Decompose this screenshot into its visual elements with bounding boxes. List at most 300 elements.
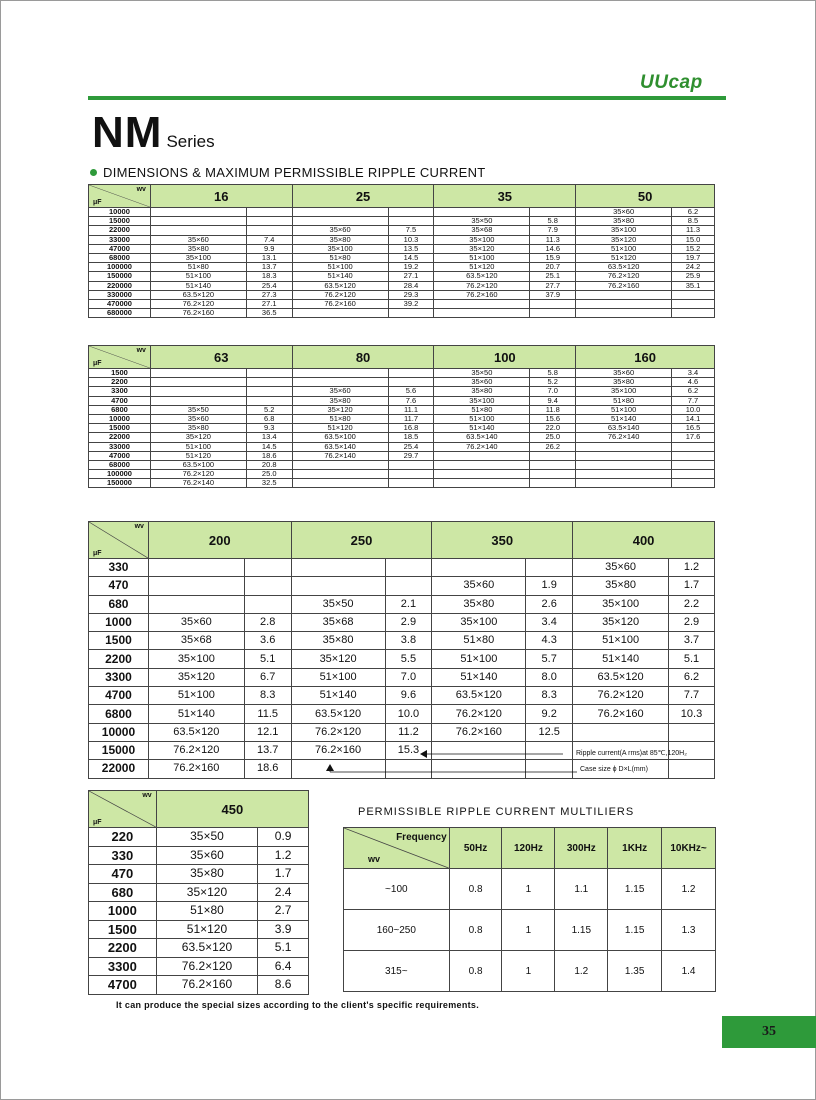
ripple-cell: 3.6: [244, 632, 291, 650]
ripple-cell: 7.5: [388, 226, 434, 235]
ripple-cell: 8.3: [526, 687, 573, 705]
ripple-cell: 1.2: [669, 559, 715, 577]
table-header-row: [344, 828, 716, 869]
case-size-cell: 51×100: [573, 632, 669, 650]
case-size-cell: 51×120: [150, 451, 246, 460]
ripple-cell: [244, 559, 291, 577]
case-size-cell: 35×50: [434, 217, 530, 226]
case-size-cell: 35×60: [156, 846, 258, 865]
ripple-cell: 25.4: [388, 442, 434, 451]
case-size-cell: 76.2×160: [432, 723, 526, 741]
case-size-cell: 51×100: [150, 272, 246, 281]
voltage-header: 100: [434, 346, 576, 369]
case-size-cell: [150, 208, 246, 217]
ripple-cell: [388, 470, 434, 479]
table-row: [89, 920, 309, 939]
table-row: [89, 451, 715, 460]
case-size-cell: 76.2×120: [291, 723, 385, 741]
case-size-cell: 51×100: [576, 405, 672, 414]
uf-label: μF: [93, 360, 102, 367]
ripple-cell: 3.9: [258, 920, 309, 939]
ripple-cell: 8.3: [244, 687, 291, 705]
case-size-cell: 76.2×120: [576, 272, 672, 281]
table-row: [89, 309, 715, 318]
case-size-cell: 35×120: [291, 650, 385, 668]
case-size-cell: 35×100: [576, 387, 672, 396]
capacitance-cell: 220000: [89, 281, 151, 290]
case-size-cell: 51×120: [156, 920, 258, 939]
ripple-cell: 10.3: [388, 235, 434, 244]
case-size-cell: 76.2×120: [148, 741, 244, 759]
wv-label: wv: [136, 347, 146, 354]
ripple-cell: [385, 559, 432, 577]
ripple-cell: 22.0: [530, 424, 576, 433]
multiplier-cell: 1.4: [662, 951, 716, 992]
ripple-arrow-icon: [418, 748, 568, 760]
case-size-cell: [434, 479, 530, 488]
capacitance-cell: 22000: [89, 433, 151, 442]
ripple-cell: 5.1: [669, 650, 715, 668]
wv-range-cell: 160~250: [344, 910, 450, 951]
capacitance-cell: 47000: [89, 451, 151, 460]
case-size-cell: 51×100: [432, 650, 526, 668]
table-row: [89, 687, 715, 705]
ripple-cell: 14.5: [246, 442, 292, 451]
case-size-cell: 63.5×120: [148, 723, 244, 741]
case-size-cell: [576, 470, 672, 479]
uf-label: μF: [93, 550, 102, 557]
ripple-cell: [530, 460, 576, 469]
multiplier-cell: 1.35: [608, 951, 662, 992]
ripple-cell: 3.7: [669, 632, 715, 650]
case-size-cell: 35×80: [150, 244, 246, 253]
case-size-cell: 35×60: [150, 235, 246, 244]
ripple-cell: [530, 479, 576, 488]
capacitance-cell: 3300: [89, 668, 149, 686]
case-size-cell: 76.2×140: [576, 433, 672, 442]
table-row: [89, 433, 715, 442]
table-row: [89, 281, 715, 290]
multiplier-title: PERMISSIBLE RIPPLE CURRENT MULTILIERS: [358, 806, 635, 818]
ripple-cell: 36.5: [246, 309, 292, 318]
ripple-cell: 6.2: [672, 208, 715, 217]
table-row: [89, 883, 309, 902]
ripple-cell: 2.7: [258, 902, 309, 921]
case-size-cell: 51×120: [576, 253, 672, 262]
voltage-header: 450: [156, 791, 308, 828]
voltage-header: 50: [576, 185, 715, 208]
case-size-cell: 63.5×100: [150, 460, 246, 469]
table-row: [89, 387, 715, 396]
ripple-cell: 19.7: [672, 253, 715, 262]
ripple-cell: [246, 369, 292, 378]
header-rule: [88, 96, 726, 100]
ripple-cell: [672, 442, 715, 451]
ripple-cell: 12.1: [244, 723, 291, 741]
case-size-cell: 35×120: [573, 613, 669, 631]
capacitance-cell: 4700: [89, 396, 151, 405]
case-size-cell: 35×60: [148, 613, 244, 631]
ripple-cell: 6.2: [669, 668, 715, 686]
table-row: [89, 846, 309, 865]
case-size-cell: 35×60: [292, 226, 388, 235]
case-size-cell: 51×100: [434, 253, 530, 262]
case-size-cell: 63.5×120: [292, 281, 388, 290]
case-size-cell: [292, 309, 388, 318]
page-title: [92, 108, 215, 158]
case-size-cell: [292, 470, 388, 479]
case-size-cell: 63.5×120: [156, 939, 258, 958]
case-size-cell: 76.2×160: [434, 290, 530, 299]
multiplier-cell: 0.8: [449, 910, 502, 951]
uf-label: μF: [93, 199, 102, 206]
ripple-cell: 8.6: [258, 976, 309, 995]
ripple-cell: 18.5: [388, 433, 434, 442]
wv-label: wv: [136, 186, 146, 193]
case-size-cell: 51×120: [292, 424, 388, 433]
case-size-cell: 76.2×140: [150, 479, 246, 488]
ripple-cell: 5.2: [246, 405, 292, 414]
ripple-cell: [246, 378, 292, 387]
capacitance-cell: 1500: [89, 632, 149, 650]
ripple-cell: [244, 577, 291, 595]
ripple-cell: [530, 451, 576, 460]
ripple-cell: [672, 451, 715, 460]
dimension-table-63-160v: [88, 345, 715, 488]
multiplier-cell: 1.2: [555, 951, 608, 992]
ripple-cell: 3.8: [385, 632, 432, 650]
case-size-cell: 35×100: [573, 595, 669, 613]
case-size-cell: 76.2×160: [576, 281, 672, 290]
case-size-cell: 35×60: [576, 369, 672, 378]
capacitance-cell: 3300: [89, 957, 157, 976]
multiplier-cell: 1.15: [555, 910, 608, 951]
ripple-cell: 25.0: [530, 433, 576, 442]
capacitance-cell: 470: [89, 577, 149, 595]
wv-label: wv: [134, 523, 144, 530]
case-size-cell: 76.2×160: [156, 976, 258, 995]
case-size-cell: 35×80: [156, 865, 258, 884]
ripple-cell: 8.5: [672, 217, 715, 226]
voltage-header: 250: [291, 522, 432, 559]
ripple-cell: 10.3: [669, 705, 715, 723]
case-size-cell: 51×100: [292, 263, 388, 272]
case-size-cell: 63.5×120: [150, 290, 246, 299]
ripple-cell: 37.9: [530, 290, 576, 299]
capacitance-cell: 6800: [89, 405, 151, 414]
voltage-header: 160: [576, 346, 715, 369]
case-size-cell: 63.5×140: [292, 442, 388, 451]
ripple-cell: [672, 299, 715, 308]
case-size-cell: 35×80: [150, 424, 246, 433]
table-row: [89, 226, 715, 235]
frequency-corner-cell: [344, 828, 450, 869]
case-size-cell: 51×140: [573, 650, 669, 668]
ripple-cell: 24.2: [672, 263, 715, 272]
case-annotation-text: Case size ϕ D×L(mm): [580, 766, 648, 773]
case-size-cell: 35×80: [576, 378, 672, 387]
series-name: NM: [92, 108, 163, 157]
ripple-cell: 20.8: [246, 460, 292, 469]
case-size-cell: 35×80: [292, 396, 388, 405]
case-arrow-icon: [322, 762, 582, 776]
capacitance-cell: 15000: [89, 217, 151, 226]
ripple-cell: 25.1: [530, 272, 576, 281]
ripple-cell: 27.1: [388, 272, 434, 281]
ripple-cell: 15.0: [672, 235, 715, 244]
ripple-cell: [385, 577, 432, 595]
case-size-cell: 51×140: [291, 687, 385, 705]
wv-range-cell: ~100: [344, 869, 450, 910]
ripple-cell: 18.3: [246, 272, 292, 281]
dimension-table-450v: [88, 790, 309, 995]
ripple-cell: 11.3: [530, 235, 576, 244]
ripple-cell: 6.2: [672, 387, 715, 396]
table-row: [89, 957, 309, 976]
ripple-cell: 7.7: [672, 396, 715, 405]
ripple-cell: 12.5: [526, 723, 573, 741]
case-size-cell: 76.2×120: [150, 470, 246, 479]
ripple-cell: [388, 208, 434, 217]
section-title: [90, 165, 486, 180]
case-size-cell: [291, 559, 385, 577]
case-size-cell: 76.2×120: [156, 957, 258, 976]
multiplier-cell: 1.15: [608, 910, 662, 951]
ripple-cell: 9.6: [385, 687, 432, 705]
case-size-cell: 76.2×160: [291, 741, 385, 759]
case-size-cell: 35×68: [434, 226, 530, 235]
ripple-cell: 1.7: [669, 577, 715, 595]
ripple-cell: [388, 369, 434, 378]
table-row: [89, 290, 715, 299]
table-row: [89, 559, 715, 577]
case-size-cell: 51×140: [576, 414, 672, 423]
ripple-cell: 11.5: [244, 705, 291, 723]
ripple-cell: 5.5: [385, 650, 432, 668]
ripple-cell: [672, 479, 715, 488]
header-corner-cell: [89, 346, 151, 369]
case-size-cell: 51×80: [432, 632, 526, 650]
ripple-cell: 4.6: [672, 378, 715, 387]
case-size-cell: 35×80: [292, 235, 388, 244]
ripple-cell: 13.7: [246, 263, 292, 272]
ripple-cell: 15.9: [530, 253, 576, 262]
case-size-cell: 63.5×120: [291, 705, 385, 723]
ripple-cell: 3.4: [526, 613, 573, 631]
ripple-cell: 9.4: [530, 396, 576, 405]
ripple-cell: 9.2: [526, 705, 573, 723]
table-row: [89, 577, 715, 595]
ripple-cell: 13.7: [244, 741, 291, 759]
capacitance-cell: 100000: [89, 470, 151, 479]
capacitance-cell: 470000: [89, 299, 151, 308]
frequency-header: 120Hz: [502, 828, 555, 869]
ripple-cell: 32.5: [246, 479, 292, 488]
ripple-cell: 1.7: [258, 865, 309, 884]
case-size-cell: 35×100: [292, 244, 388, 253]
table-row: [89, 650, 715, 668]
ripple-cell: [246, 208, 292, 217]
capacitance-cell: 10000: [89, 208, 151, 217]
case-size-cell: 51×100: [148, 687, 244, 705]
table-row: [89, 723, 715, 741]
case-size-cell: 35×68: [148, 632, 244, 650]
ripple-cell: 7.7: [669, 687, 715, 705]
dimension-table-200-400v: [88, 521, 715, 779]
ripple-cell: 9.9: [246, 244, 292, 253]
case-size-cell: [292, 479, 388, 488]
case-size-cell: 35×120: [150, 433, 246, 442]
capacitance-cell: 47000: [89, 244, 151, 253]
ripple-cell: [388, 460, 434, 469]
ripple-cell: 7.0: [530, 387, 576, 396]
ripple-cell: 18.6: [244, 760, 291, 778]
ripple-cell: 5.8: [530, 369, 576, 378]
ripple-cell: 7.0: [385, 668, 432, 686]
ripple-cell: 11.3: [672, 226, 715, 235]
header-corner-cell: [89, 185, 151, 208]
case-size-cell: 76.2×140: [434, 442, 530, 451]
voltage-header: 350: [432, 522, 573, 559]
table-row: [89, 595, 715, 613]
capacitance-cell: 2200: [89, 939, 157, 958]
table-header-row: [89, 791, 309, 828]
ripple-cell: 16.8: [388, 424, 434, 433]
series-label: Series: [166, 132, 215, 151]
brand-logo: UUcap: [640, 72, 703, 93]
ripple-cell: 4.3: [526, 632, 573, 650]
capacitance-cell: 1000: [89, 902, 157, 921]
ripple-cell: [669, 760, 715, 778]
case-size-cell: [150, 387, 246, 396]
ripple-cell: 14.5: [388, 253, 434, 262]
case-size-cell: 51×80: [292, 414, 388, 423]
case-size-cell: 76.2×120: [150, 299, 246, 308]
case-size-cell: [292, 460, 388, 469]
capacitance-cell: 22000: [89, 760, 149, 778]
capacitance-cell: 150000: [89, 272, 151, 281]
case-size-cell: 35×80: [573, 577, 669, 595]
ripple-cell: 15.3: [385, 741, 432, 759]
capacitance-cell: 330000: [89, 290, 151, 299]
case-size-cell: 51×80: [434, 405, 530, 414]
ripple-cell: 11.1: [388, 405, 434, 414]
case-size-cell: 63.5×100: [292, 433, 388, 442]
case-size-cell: [148, 559, 244, 577]
case-size-cell: [292, 208, 388, 217]
ripple-cell: 2.8: [244, 613, 291, 631]
ripple-cell: 6.8: [246, 414, 292, 423]
wv-range-cell: 315~: [344, 951, 450, 992]
voltage-header: 25: [292, 185, 434, 208]
ripple-cell: 27.7: [530, 281, 576, 290]
capacitance-cell: 33000: [89, 235, 151, 244]
ripple-cell: 5.2: [530, 378, 576, 387]
capacitance-cell: 1000: [89, 613, 149, 631]
case-size-cell: 51×140: [292, 272, 388, 281]
capacitance-cell: 2200: [89, 650, 149, 668]
case-size-cell: 63.5×140: [434, 433, 530, 442]
dimension-table-16-50v: [88, 184, 715, 318]
case-size-cell: 63.5×120: [434, 272, 530, 281]
case-size-cell: [150, 378, 246, 387]
capacitance-cell: 10000: [89, 723, 149, 741]
table-row: [344, 869, 716, 910]
case-size-cell: [150, 396, 246, 405]
ripple-cell: 2.2: [669, 595, 715, 613]
ripple-cell: 16.5: [672, 424, 715, 433]
case-size-cell: 35×60: [150, 414, 246, 423]
header-corner-cell: [89, 522, 149, 559]
ripple-cell: 11.2: [385, 723, 432, 741]
case-size-cell: 76.2×120: [573, 687, 669, 705]
case-size-cell: 35×120: [576, 235, 672, 244]
ripple-cell: [246, 226, 292, 235]
ripple-cell: 11.7: [388, 414, 434, 423]
ripple-cell: 2.6: [526, 595, 573, 613]
ripple-cell: 18.6: [246, 451, 292, 460]
case-size-cell: 51×80: [150, 263, 246, 272]
ripple-cell: 7.9: [530, 226, 576, 235]
ripple-cell: [530, 309, 576, 318]
ripple-cell: 5.1: [244, 650, 291, 668]
table-header-row: [89, 185, 715, 208]
voltage-header: 16: [150, 185, 292, 208]
voltage-header: 63: [150, 346, 292, 369]
case-size-cell: 51×140: [434, 424, 530, 433]
ripple-cell: 8.0: [526, 668, 573, 686]
table-row: [344, 910, 716, 951]
ripple-cell: 10.0: [385, 705, 432, 723]
case-size-cell: [573, 723, 669, 741]
case-size-cell: 35×100: [432, 613, 526, 631]
case-size-cell: [434, 451, 530, 460]
ripple-cell: 28.4: [388, 281, 434, 290]
case-size-cell: 51×100: [150, 442, 246, 451]
table-row: [89, 705, 715, 723]
case-size-cell: 51×100: [291, 668, 385, 686]
header-corner-cell: [89, 791, 157, 828]
capacitance-cell: 1500: [89, 920, 157, 939]
ripple-cell: [672, 290, 715, 299]
case-size-cell: [576, 309, 672, 318]
case-size-cell: 35×50: [156, 828, 258, 847]
ripple-cell: [672, 309, 715, 318]
table-row: [89, 272, 715, 281]
case-size-cell: 35×80: [434, 387, 530, 396]
multiplier-table: [343, 827, 716, 992]
ripple-cell: 1.9: [526, 577, 573, 595]
case-size-cell: [148, 595, 244, 613]
case-size-cell: 63.5×120: [576, 263, 672, 272]
multiplier-cell: 1.15: [608, 869, 662, 910]
case-size-cell: 76.2×160: [573, 705, 669, 723]
case-size-cell: 35×120: [156, 883, 258, 902]
table-header-row: [89, 522, 715, 559]
capacitance-cell: 15000: [89, 424, 151, 433]
voltage-header: 35: [434, 185, 576, 208]
capacitance-cell: 15000: [89, 741, 149, 759]
multiplier-cell: 0.8: [449, 951, 502, 992]
case-size-cell: 51×120: [434, 263, 530, 272]
case-size-cell: 35×60: [432, 577, 526, 595]
case-size-cell: 63.5×140: [576, 424, 672, 433]
ripple-cell: 27.3: [246, 290, 292, 299]
case-size-cell: [434, 460, 530, 469]
capacitance-cell: 68000: [89, 460, 151, 469]
case-size-cell: [150, 217, 246, 226]
capacitance-cell: 220: [89, 828, 157, 847]
